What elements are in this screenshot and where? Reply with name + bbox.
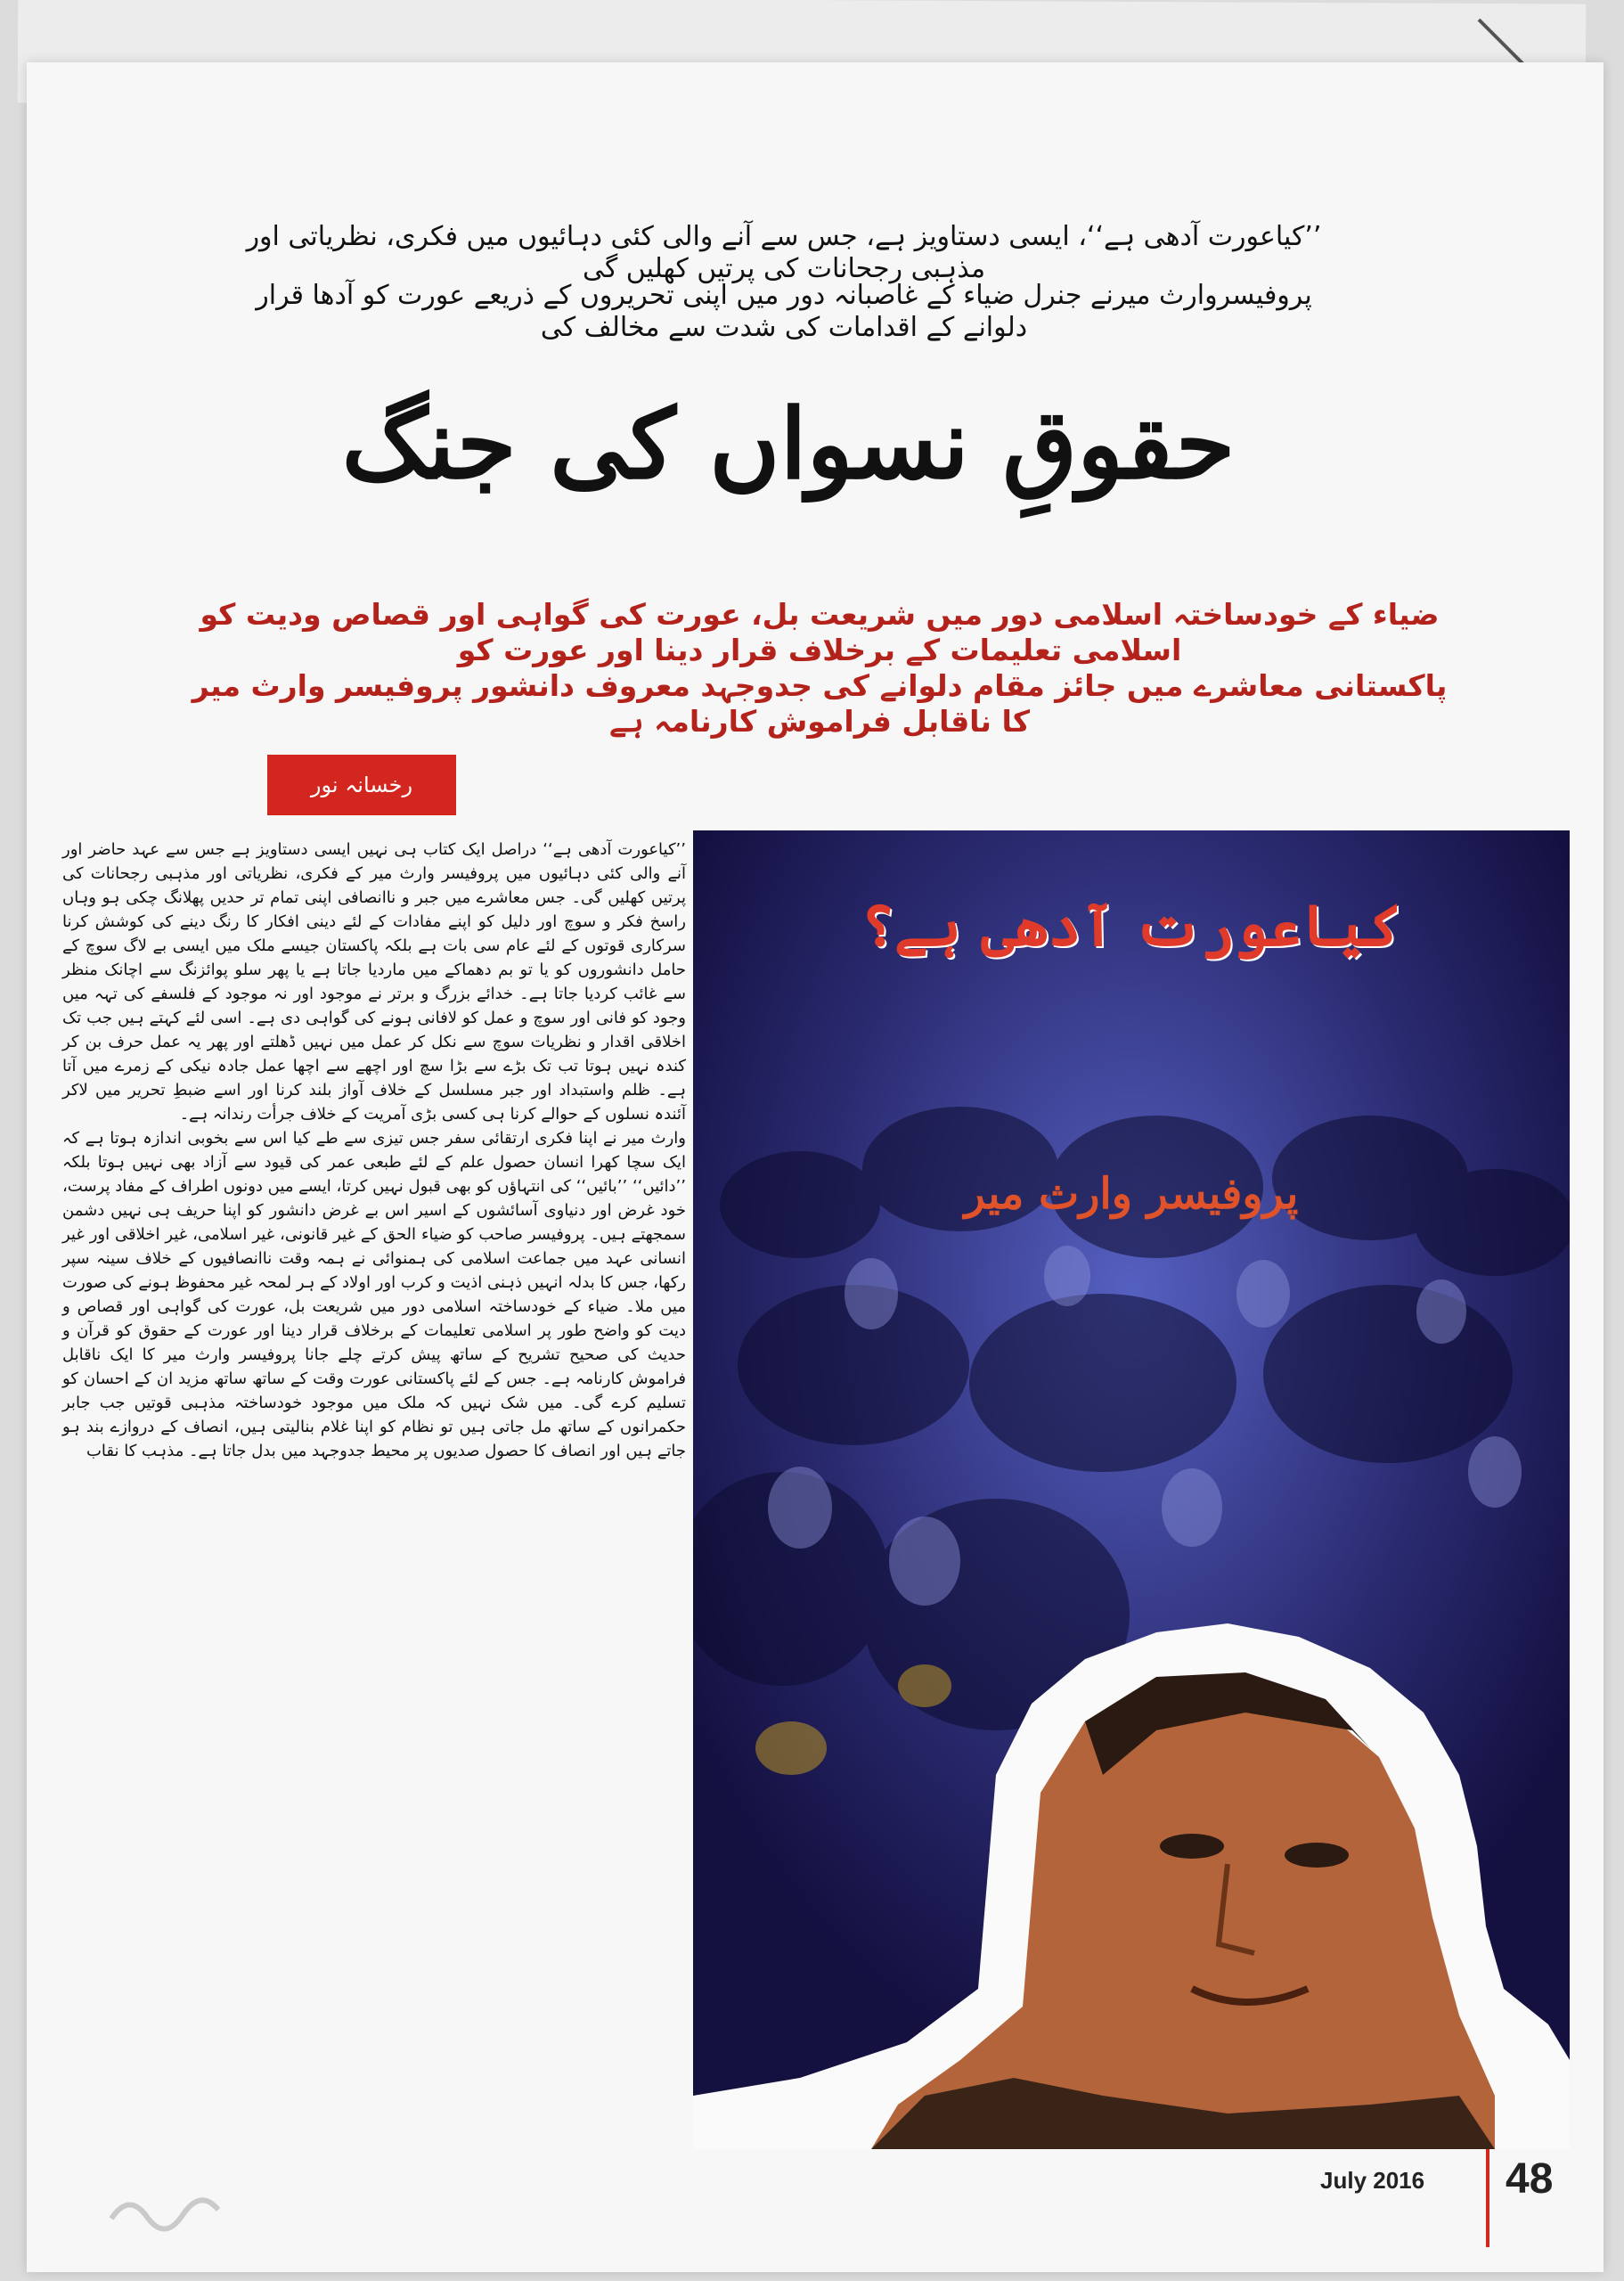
issue-date: July 2016 xyxy=(1320,2167,1425,2194)
deck-line-2: پروفیسروارث میرنے جنرل ضیاء کے غاصبانہ دور میں اپنی تحریروں کے ذریعے عورت کو آدھا قرار دلوانے کے اقدامات کی شدت سے مخالف کی xyxy=(256,280,1312,343)
standfirst-line-1: ضیاء کے خودساختہ اسلامی دور میں شریعت بل، عورت کی گواہی اور قصاص ودیت کو اسلامی تعلیمات کے برخلاف قرار دینا اور عورت کو xyxy=(200,597,1440,667)
book-cover-image xyxy=(693,830,1570,2149)
cover-author: پروفیسر وارث میر xyxy=(964,1169,1299,1219)
headline: حقوقِ نسواں کی جنگ xyxy=(341,388,1236,501)
byline-badge: رخسانہ نور xyxy=(267,755,456,815)
article-body xyxy=(62,838,686,1463)
page-number: 48 xyxy=(1506,2155,1554,2203)
crowd-illustration xyxy=(693,830,1570,2149)
body-paragraph-1: ’’کیاعورت آدھی ہے‘‘ دراصل ایک کتاب ہی نہیں ایسی دستاویز ہے جس سے عہد حاضر اور آنے والی کئی دہائیوں میں پروفیسر وارث میر کے فکری، نظریاتی اور مذہبی رجحانات کی پرتیں کھلیں گی۔ جس معاشرے میں جبر و ناانصافی اپنی تمام تر حدیں پھلانگ چکی ہو وہاں راسخ فکر و سوچ اور دلیل کو اپنے مفادات کے لئے دینی افکار کا رنگ دینے کی کوشش کرنا سرکاری قوتوں کے لئے عام سی بات ہے بلکہ پاکستان جیسے ملک میں ایسی بے لاگ سوچ کے حامل دانشوروں کو یا تو بم دھماکے میں ماردیا جاتا ہے یا پھر سلو پوائزنگ سے اچانک منظر سے غائب کردیا جاتا ہے۔ خدائے بزرگ و برتر نے موجود اور نہ موجود کے فلسفے کی تہہ میں وجود کو فانی اور سوچ و عمل کو لافانی ہونے کی گواہی دی ہے۔ اسی لئے کہتے ہیں جب تک اخلاقی اقدار و نظریات سوچ سے نکل کر عمل میں نہیں ڈھلتے اور پھر یہ عمل حرف بن کر کندہ نہیں ہوتا تب تک بڑے سے بڑا سچ اور اچھے سے اچھا عمل جادہ نیکی کے زمرے میں آتا ہے۔ ظلم واستبداد اور جبر مسلسل کے خلاف آواز بلند کرنا اور اسے ضبطِ تحریر میں لاکر آئندہ نسلوں کے حوالے کرنا ہی کسی بڑی آمریت کے خلاف جرأت رندانہ ہے۔ xyxy=(62,840,686,1124)
magazine-logo-watermark xyxy=(102,2183,227,2236)
magazine-page xyxy=(27,62,1604,2272)
cover-title: کیاعورت آدھی ہے؟ xyxy=(861,893,1402,960)
body-paragraph-2: وارث میر نے اپنا فکری ارتقائی سفر جس تیزی سے طے کیا اس سے بخوبی اندازہ ہوتا ہے کہ ایک سچا کھرا انسان حصول علم کے لئے طبعی عمر کی قیود سے آزاد بھی نہیں ہوتا بلکہ ’’دائیں‘‘ ’’بائیں‘‘ کی انتہاؤں کو بھی قبول نہیں کرتا، ایسے میں دونوں اطراف کے مفاد پرست، خود غرض اور دنیاوی آسائشوں کے اسیر اس بے غرض دانشور کو اپنا حریف ہی نہیں دشمن سمجھتے ہیں۔ پروفیسر صاحب کو ضیاء الحق کے غیر قانونی، غیر اسلامی، غیر اخلاقی اور غیر انسانی عہد میں جماعت اسلامی کی ہمنوائی نے ہمہ وقت ناانصافیوں کے خلاف سینہ سپر رکھا، جس کا بدلہ انہیں ذہنی اذیت و کرب اور اولاد کے ہر لمحہ غیر محفوظ ہونے کی صورت میں ملا۔ ضیاء کے خودساختہ اسلامی دور میں شریعت بل، عورت کی گواہی اور قصاص و دیت کو واضح طور پر اسلامی تعلیمات کے برخلاف قرار دینا اور عورت کے حقوق کو قرآن و حدیث کی صحیح تشریح کے ساتھ پیش کرتے چلے جانا پروفیسر وارث میر کا ایک ناقابل فراموش کارنامہ ہے۔ جس کے لئے پاکستانی عورت وقت کے ساتھ ساتھ مزید ان کے احسان کو تسلیم کرے گی۔ میں شک نہیں کہ ملک میں موجود خودساختہ مذہبی قوتیں جب جابر حکمرانوں کے ساتھ مل جاتی ہیں تو نظام کو اپنا غلام بنالیتی ہیں، انصاف کے دروازے بند ہو جاتے ہیں اور انصاف کا حصول صدیوں پر محیط جدوجہد میں بدل جاتا ہے۔ مذہب کا نقاب xyxy=(62,1129,686,1460)
standfirst-line-2: پاکستانی معاشرے میں جائز مقام دلوانے کی جدوجہد معروف دانشور پروفیسر وارث میر کا ناقابل فراموش کارنامہ ہے xyxy=(192,668,1448,739)
footer-divider xyxy=(1486,2149,1489,2247)
deck-line-1: ’’کیاعورت آدھی ہے‘‘، ایسی دستاویز ہے، جس سے آنے والی کئی دہائیوں میں فکری، نظریاتی اور مذہبی رجحانات کی پرتیں کھلیں گی xyxy=(246,221,1322,284)
